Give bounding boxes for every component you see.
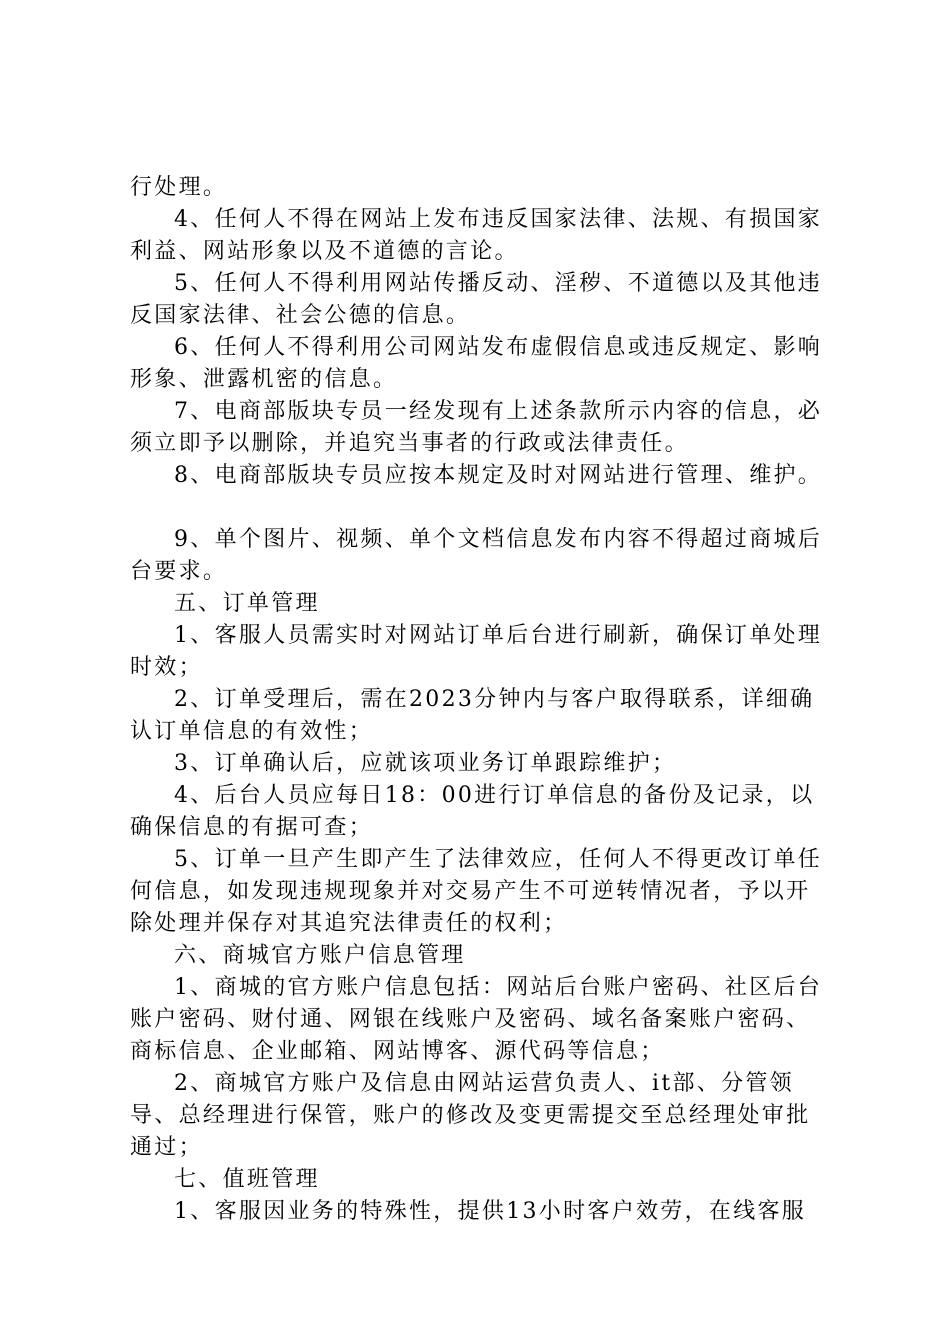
section-heading-duty-management: 七、值班管理 [174,1167,320,1192]
order-rule-5: 5、订单一旦产生即产生了法律效应，任何人不得更改订单任何信息，如发现违规现象并对交易产生不可逆转情况者，予以开除处理并保存对其追究法律责任的权利； [130,847,823,936]
account-rule-1: 1、商城的官方账户信息包括：网站后台账户密码、社区后台账户密码、财付通、网银在线账户及密码、域名备案账户密码、商标信息、企业邮箱、网站博客、源代码等信息； [130,975,823,1064]
order-rule-2: 2、订单受理后，需在2023分钟内与客户取得联系，详细确认订单信息的有效性； [130,687,815,744]
rule-item-5: 5、任何人不得利用网站传播反动、淫秽、不道德以及其他违反国家法律、社会公德的信息。 [130,271,823,328]
order-rule-1: 1、客服人员需实时对网站订单后台进行刷新，确保订单处理时效； [130,623,823,680]
account-rule-2: 2、商城官方账户及信息由网站运营负责人、it部、分管领导、总经理进行保管，账户的修改及变更需提交至总经理处审批通过； [130,1071,811,1160]
section-heading-order-management: 五、订单管理 [174,591,320,616]
rule-item-8: 8、电商部版块专员应按本规定及时对网站进行管理、维护。 [174,463,823,488]
document-body [130,172,830,1228]
order-rule-4: 4、后台人员应每日18：00进行订单信息的备份及记录，以确保信息的有据可查； [130,783,815,840]
duty-rule-1: 1、客服因业务的特殊性，提供13小时客户效劳，在线客服 [174,1199,807,1224]
rule-item-4: 4、任何人不得在网站上发布违反国家法律、法规、有损国家利益、网站形象以及不道德的言论。 [130,207,823,264]
rule-item-9: 9、单个图片、视频、单个文档信息发布内容不得超过商城后台要求。 [130,527,823,584]
rule-item-7: 7、电商部版块专员一经发现有上述条款所示内容的信息，必须立即予以删除，并追究当事者的行政或法律责任。 [130,399,823,456]
section-heading-account-management: 六、商城官方账户信息管理 [174,943,466,968]
order-rule-3: 3、订单确认后，应就该项业务订单跟踪维护； [174,751,677,776]
rule-item-6: 6、任何人不得利用公司网站发布虚假信息或违反规定、影响形象、泄露机密的信息。 [130,335,823,392]
paragraph-continuation: 行处理。 [130,175,228,200]
